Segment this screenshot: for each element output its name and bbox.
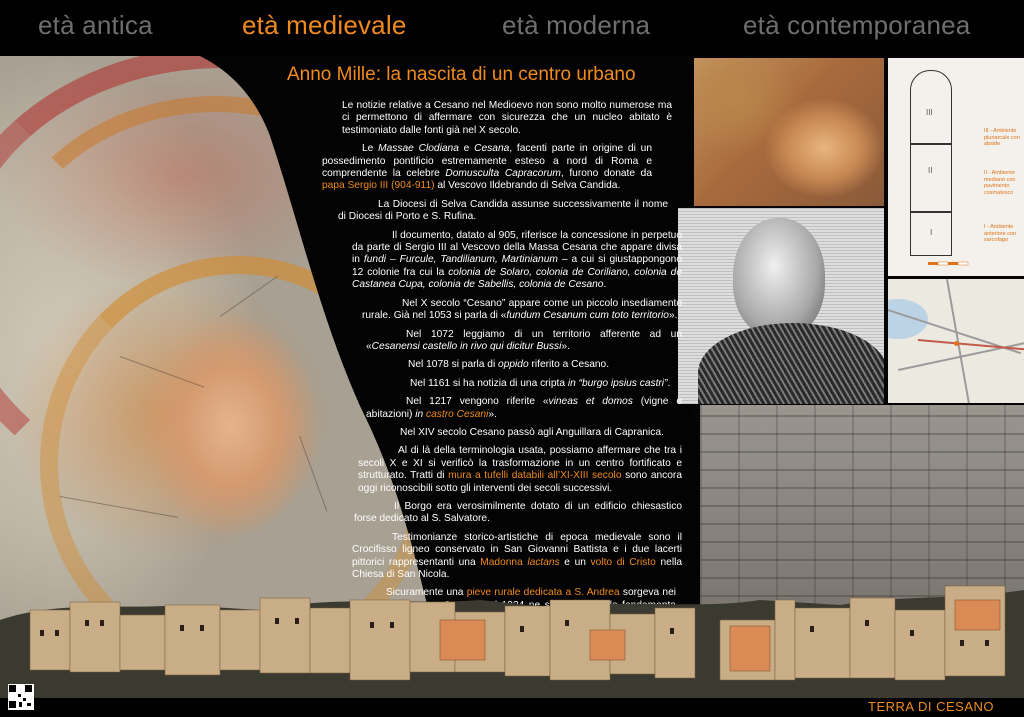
- territory-map: [888, 279, 1024, 403]
- article-paragraph: [322, 143, 652, 193]
- article-text-run: lactans: [527, 556, 560, 568]
- article-text-run: Nel 1161 si ha notizia di una cripta: [410, 377, 568, 389]
- article-text-run: Domusculta Capracorum: [445, 168, 561, 180]
- article-text-run: in “burgo ipsius castri”: [567, 377, 668, 389]
- article-text-run: papa Sergio III (904-911): [322, 180, 435, 192]
- plan-legend-i: I - Ambiente anteriore con sarcofago: [984, 224, 1017, 243]
- article-text-run: vineas et domos: [548, 396, 633, 408]
- article-text-run: , furono donate da: [560, 168, 652, 180]
- article-paragraph: [354, 501, 682, 526]
- article-text-run: Nel 1078 si parla di: [408, 359, 499, 371]
- article-paragraph: [370, 378, 682, 390]
- article-text-run: castro Cesani: [426, 408, 489, 420]
- plan-room-iii: [910, 70, 952, 144]
- article-text-run: e: [458, 143, 475, 155]
- article-text-run: Testimonianze storico-artistiche di epoca medievale sono il Crocifisso ligneo conservato in San Giovanni Battista e i due lacerti pittorici rappresentanti una: [352, 531, 682, 568]
- plan-scale-bar: [928, 260, 978, 268]
- article-text-run: sorgeva nei: [622, 587, 676, 599]
- article-text-run: .: [603, 279, 607, 291]
- nav-item-medievale[interactable]: età medievale: [242, 10, 407, 40]
- article-text-run: colonia de Solaro, colonia de Coriliano, colonia de Castanea Cupa, colonia de Sabellis, colonia de Cesano: [352, 266, 682, 291]
- article-text-run: Nel X secolo “Cesano” appare come un piccolo insediamento rurale. Già nel 1053 si parla di «: [362, 297, 682, 322]
- map-lake: [888, 299, 928, 339]
- article-text-run: Il documento, datato al 905, riferisce la concessione in perpetuo da parte di Sergio III al Vescovo della Massa Cesana che appare divisa in: [352, 229, 682, 266]
- plan-numeral: II: [928, 166, 933, 175]
- plan-numeral: III: [926, 108, 933, 117]
- article-text-run: La Diocesi di Selva Candida assunse successivamente il nome di Diocesi di Porto e S. Rufina.: [338, 198, 668, 223]
- article-text-run: Nel XIV secolo Cesano passò agli Anguillara di Capranica.: [400, 426, 664, 438]
- article-text-run: sono ancora oggi riconoscibili sotto gli interventi dei secoli successivi.: [358, 470, 682, 494]
- article-paragraph: [366, 396, 682, 421]
- article-text-run: Le notizie relative a Cesano nel Medioevo non sono molto numerose ma ci permettono di affermare con sicurezza che un nucleo abitato è testimoniato dalle fonti già nel X secolo.: [342, 100, 672, 136]
- article-text-run: oppido: [498, 359, 529, 371]
- article-text-run: ».: [488, 408, 497, 420]
- fresco-image-madonna: [694, 58, 884, 206]
- article-text-run: Massae Clodiana: [378, 143, 459, 155]
- article-paragraph: [352, 532, 682, 582]
- article-text-run: e un: [559, 556, 591, 568]
- article-paragraph: [342, 100, 672, 137]
- nav-item-contemporanea[interactable]: età contemporanea: [743, 10, 971, 40]
- footer-title: TERRA DI CESANO: [868, 699, 994, 714]
- article-text-run: Cesanensi castello in rivo qui dicitur Bussi: [371, 340, 562, 352]
- article-text-run: Il Borgo era verosimilmente dotato di un edificio chiesastico forse dedicato al S. Salvatore.: [354, 500, 682, 525]
- article-paragraph: [368, 359, 682, 371]
- nav-item-moderna[interactable]: età moderna: [502, 10, 651, 40]
- article-paragraph: [362, 298, 682, 323]
- article-text-run: Nel 1217 vengono riferite «: [406, 396, 549, 408]
- article-text-run: Sicuramente una: [386, 587, 467, 599]
- article-text-run: Madonna: [480, 556, 528, 568]
- article-text-run: ».: [668, 310, 678, 322]
- article-text-run: al Vescovo Ildebrando di Selva Candida.: [434, 180, 621, 192]
- footer-bar: [0, 698, 1024, 717]
- map-location-marker: [954, 341, 959, 346]
- nav-item-antica[interactable]: età antica: [38, 10, 153, 40]
- plan-room-ii: [910, 144, 952, 212]
- article-paragraph: [360, 427, 682, 439]
- article-paragraph: [352, 230, 682, 292]
- article-text-run: nella Chiesa di San Nicola.: [352, 556, 683, 580]
- town-panorama-image: [0, 580, 1024, 698]
- article-text-run: in: [415, 408, 427, 420]
- article-text-run: pieve rurale dedicata a S. Andrea: [466, 587, 620, 599]
- qr-code[interactable]: [8, 684, 34, 710]
- article-paragraph: [338, 199, 668, 224]
- article-title: Anno Mille: la nascita di un centro urbano: [287, 64, 636, 85]
- article-text-run: Al di là della terminologia usata, possiamo affermare che tra i secoli X e XI si verificò la trasformazione in un centro fortificato e strutturato. Tratti di: [358, 445, 682, 482]
- article-text-run: volto di Cristo: [590, 556, 656, 568]
- town-skyline: [0, 580, 1024, 698]
- article-text-run: Nel 1072 leggiamo di un territorio afferente ad un «: [366, 328, 682, 352]
- plan-legend-ii: II - Ambiente mediano con pavimento cosmatesco: [984, 170, 1016, 196]
- article-text-run: riferito a Cesano.: [528, 359, 610, 371]
- article-paragraph: [366, 329, 682, 354]
- plan-numeral: I: [930, 228, 933, 237]
- article-text-run: fundi – Furcule, Tandilianum, Martinianum: [363, 254, 558, 266]
- article-text-run: – a cui si giustappongono 12 colonie fra cui la: [352, 254, 682, 278]
- church-plan-drawing: [888, 58, 1024, 276]
- article-text-run: mura a tufelli databili all’XI-XIII secolo: [448, 470, 622, 482]
- period-nav: [0, 0, 1024, 56]
- article-text-run: Le: [362, 143, 379, 155]
- portrait-pope-sergio: [678, 208, 884, 404]
- article-text-run: , facenti parte in origine di un possedimento pontificio estremamente esteso a nord di Roma e comprendente la celebre: [322, 143, 652, 180]
- plan-legend-iii: III - Ambiente pluriarcale con abside: [984, 128, 1020, 147]
- article-text-run: Cesana: [474, 143, 510, 155]
- article-body: [282, 100, 682, 643]
- article-text-run: ne: [528, 599, 541, 611]
- article-text-run: .: [667, 377, 671, 389]
- article-text-run: ».: [561, 340, 570, 352]
- article-text-run: (vigne e abitazioni): [366, 396, 682, 420]
- article-paragraph: [358, 445, 682, 495]
- article-text-run: fundum Cesanum cum toto territorio: [506, 310, 669, 322]
